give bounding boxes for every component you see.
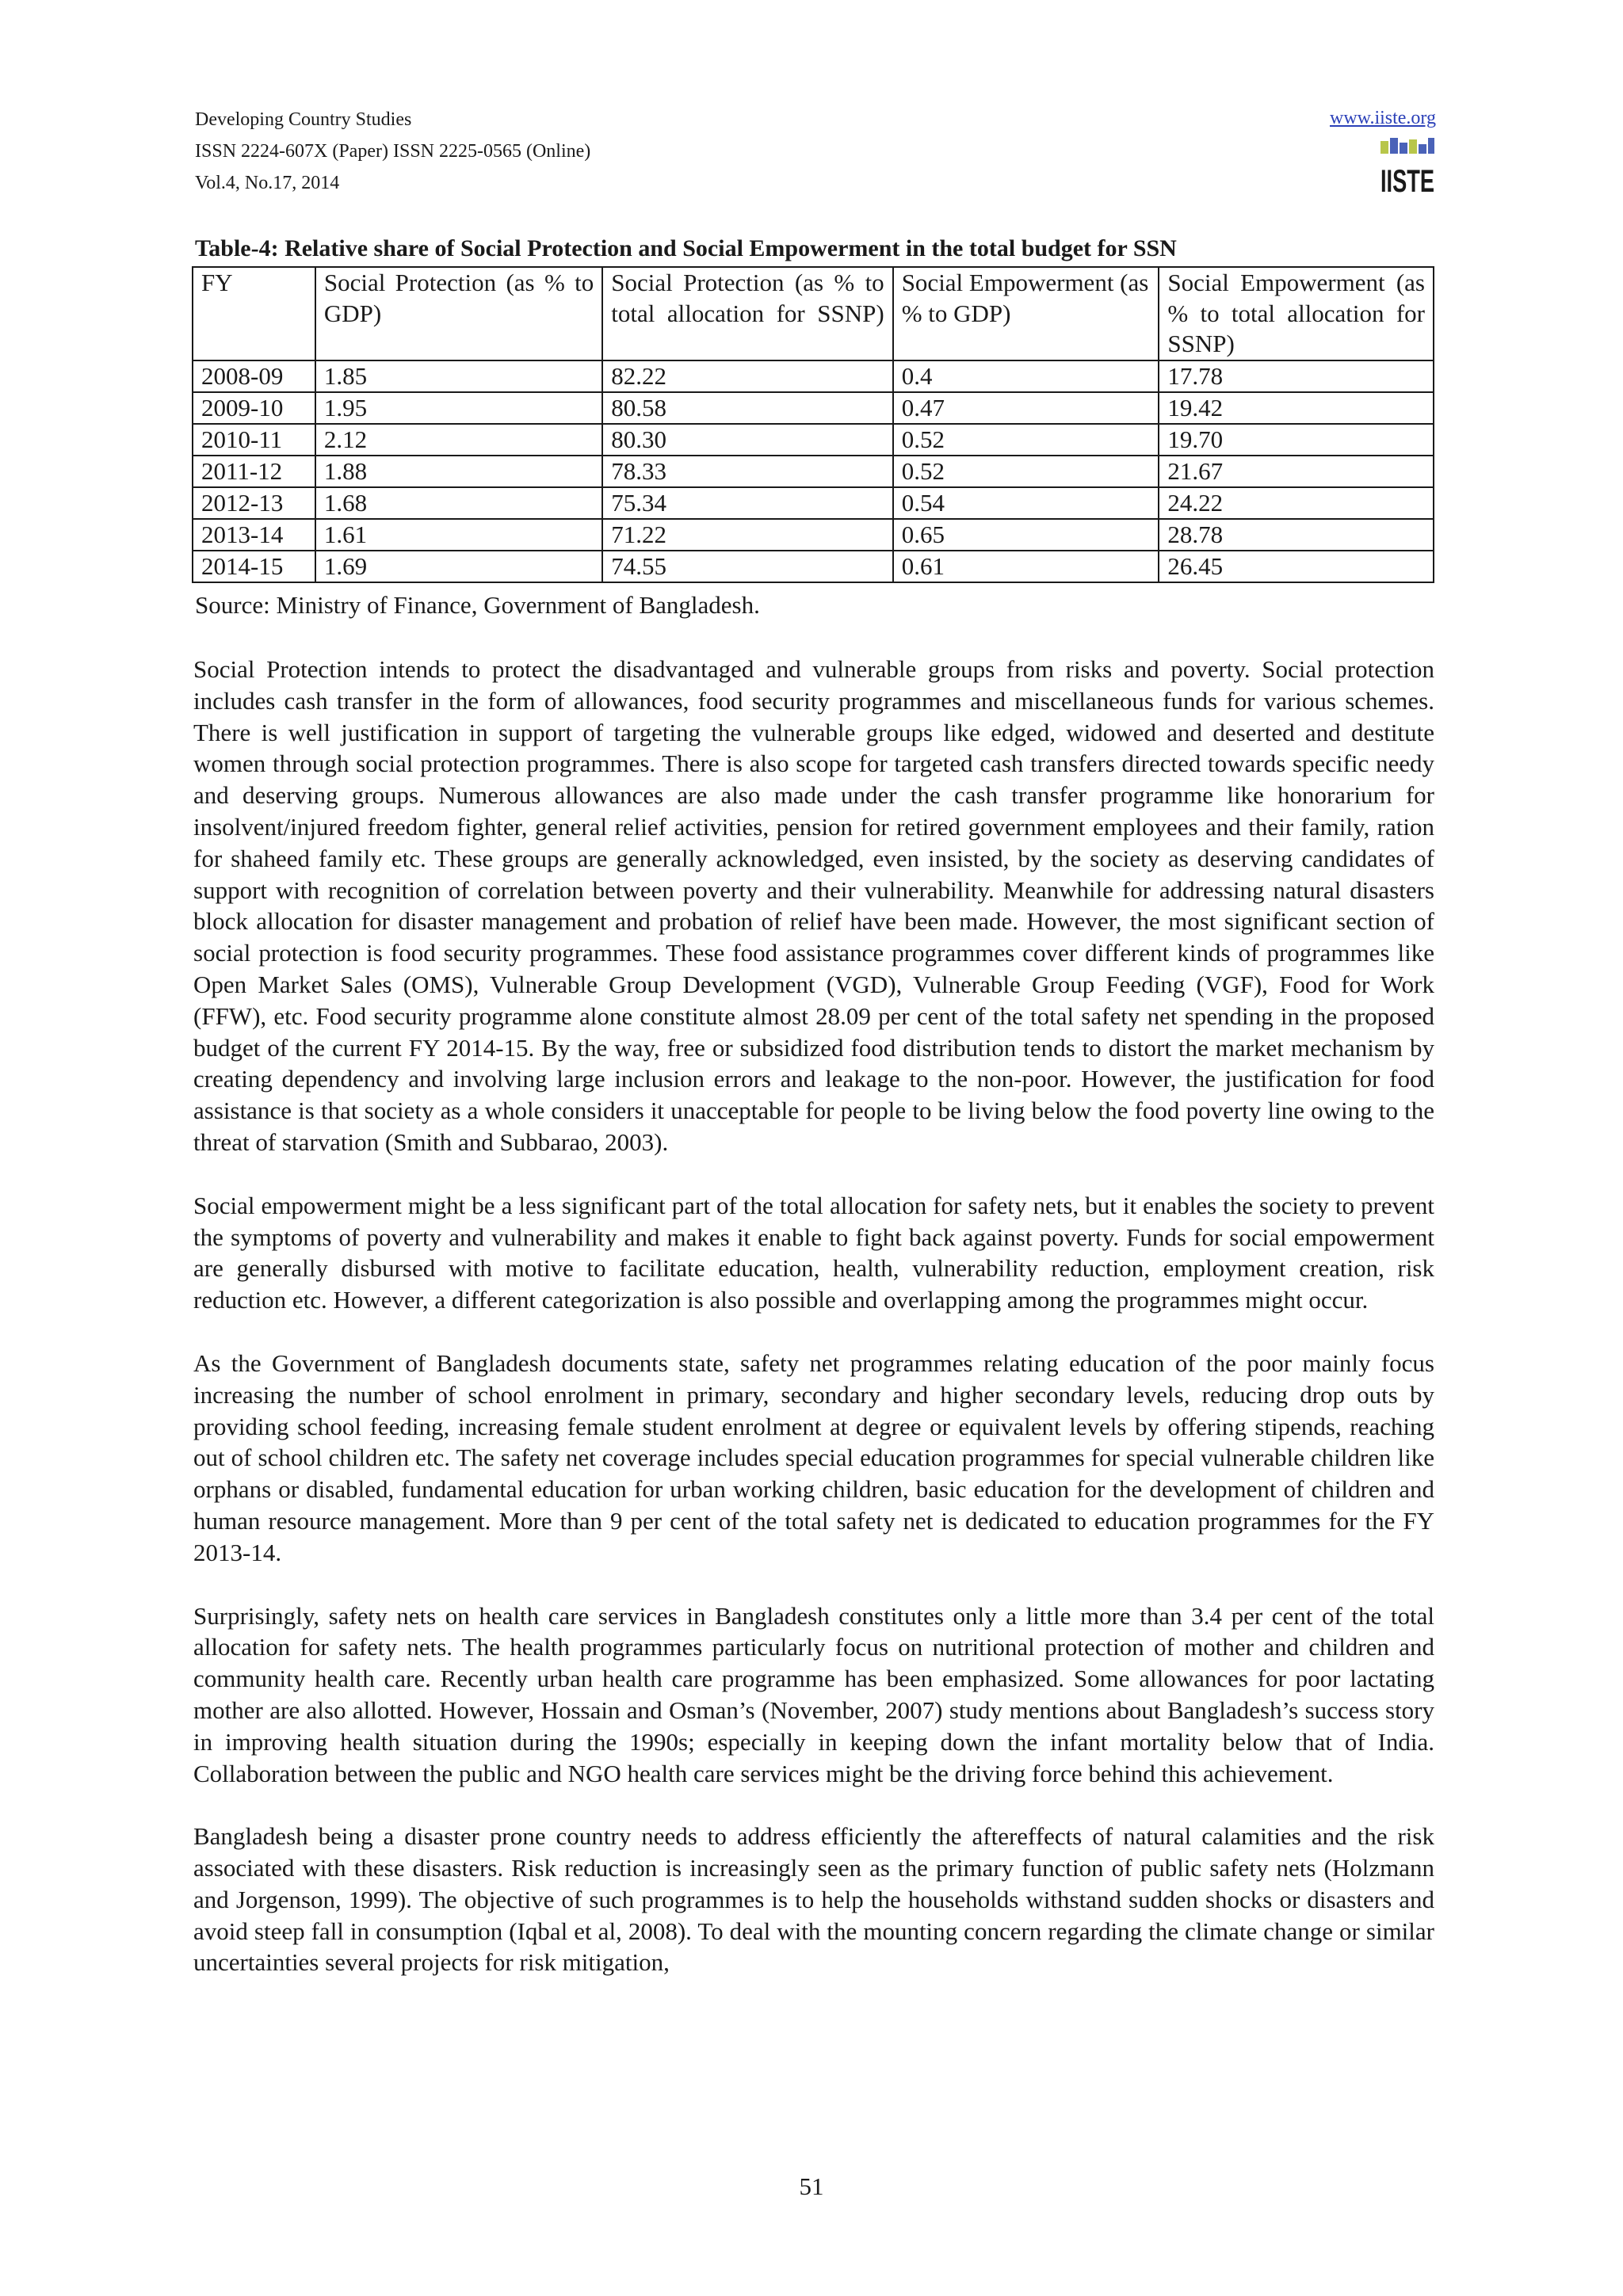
table-cell: 1.69	[315, 551, 602, 582]
table-cell: 80.58	[602, 392, 892, 424]
paragraph-education: As the Government of Bangladesh documents state, safety net programmes relating education of the poor mainly focus increasing the number of school enrolment in primary, secondary and higher secondary levels, reducing drop outs by providing school feeding, increasing female student enrolment at degree or equivalent levels by offering stipends, reaching out of school children etc. The safety net coverage includes special education programmes for special vulnerable children like orphans or disabled, fundamental education for urban working children, basic education for the development of children and human resource management. More than 9 per cent of the total safety net is dedicated to education programmes for the FY 2013-14.	[193, 1348, 1434, 1566]
column-header: Social Protection (as % to GDP)	[315, 267, 602, 360]
table-row	[193, 487, 1434, 519]
table-row	[193, 519, 1434, 551]
body-text	[193, 654, 1434, 2010]
table-row	[193, 360, 1434, 392]
table-cell: 82.22	[602, 360, 892, 392]
table-cell: 2010-11	[193, 424, 315, 456]
table-cell: 28.78	[1159, 519, 1434, 551]
page-number: 51	[799, 2172, 824, 2200]
journal-url-link[interactable]: www.iiste.org	[1330, 108, 1436, 128]
paragraph-social-protection: Social Protection intends to protect the disadvantaged and vulnerable groups from risks and poverty. Social protection includes cash transfer in the form of allowances, food security programmes and miscellaneous funds for various schemes. There is well justification in support of targeting the vulnerable groups like edged, widowed and deserted and destitute women through social protection programmes. There is also scope for targeted cash transfers directed towards specific needy and deserving groups. Numerous allowances are also made under the cash transfer programme like honorarium for insolvent/injured freedom fighter, general relief activities, pension for retired government employees and their family, ration for shaheed family etc. These groups are generally acknowledged, even insisted, by the society as deserving candidates of support with recognition of correlation between poverty and their vulnerability. Meanwhile for addressing natural disasters block allocation for disaster management and probation of relief have been made. However, the most significant section of social protection is food security programmes. These food assistance programmes cover different kinds of programmes like Open Market Sales (OMS), Vulnerable Group Development (VGD), Vulnerable Group Feeding (VGF), Food for Work (FFW), etc. Food security programme alone constitute almost 28.09 per cent of the total safety net spending in the proposed budget of the current FY 2014-15. By the way, free or subsidized food distribution tends to distort the market mechanism by creating dependency and involving large inclusion errors and leakage to the non-poor. However, the justification for food assistance is that society as a whole considers it unacceptable for people to be living below the food poverty line owing to the threat of starvation (Smith and Subbarao, 2003).	[193, 655, 1434, 1156]
logo-text: IISTE	[1381, 164, 1434, 199]
column-header: Social Protection (as % to total allocation for SSNP)	[602, 267, 892, 360]
table-row	[193, 392, 1434, 424]
table-row	[193, 551, 1434, 582]
column-header: Social Empowerment (as % to total allocation for SSNP)	[1159, 267, 1434, 360]
paragraph-health: Surprisingly, safety nets on health care services in Bangladesh constitutes only a little more than 3.4 per cent of the total allocation for safety nets. The health programmes particularly focus on nutritional protection of mother and children and community health care. Recently urban health care programme has been emphasized. Some allowances for poor lactating mother are also allotted. However, Hossain and Osman’s (November, 2007) study mentions about Bangladesh’s success story in improving health situation during the 1990s; especially in keeping down the infant mortality below that of India. Collaboration between the public and NGO health care services might be the driving force behind this achievement.	[193, 1601, 1434, 1787]
table-row	[193, 424, 1434, 456]
table-cell: 2014-15	[193, 551, 315, 582]
table-cell: 1.85	[315, 360, 602, 392]
table-cell: 1.95	[315, 392, 602, 424]
table-cell: 78.33	[602, 456, 892, 487]
table-cell: 80.30	[602, 424, 892, 456]
table-cell: 74.55	[602, 551, 892, 582]
table-cell: 2013-14	[193, 519, 315, 551]
table-cell: 2009-10	[193, 392, 315, 424]
table-cell: 19.70	[1159, 424, 1434, 456]
table-cell: 1.61	[315, 519, 602, 551]
table-cell: 75.34	[602, 487, 892, 519]
volume-line: Vol.4, No.17, 2014	[195, 173, 340, 193]
table-cell: 17.78	[1159, 360, 1434, 392]
table-cell: 1.88	[315, 456, 602, 487]
table-source: Source: Ministry of Finance, Government of Bangladesh.	[195, 591, 760, 619]
table-cell: 0.47	[893, 392, 1159, 424]
table-cell: 0.52	[893, 424, 1159, 456]
table-cell: 1.68	[315, 487, 602, 519]
journal-name: Developing Country Studies	[195, 109, 412, 130]
iiste-logo-icon	[1379, 136, 1436, 199]
table-cell: 71.22	[602, 519, 892, 551]
table-cell: 24.22	[1159, 487, 1434, 519]
table-cell: 21.67	[1159, 456, 1434, 487]
table-cell: 19.42	[1159, 392, 1434, 424]
column-header: Social Empowerment (as % to GDP)	[893, 267, 1159, 360]
table-cell: 0.4	[893, 360, 1159, 392]
table-cell: 26.45	[1159, 551, 1434, 582]
issn-line: ISSN 2224-607X (Paper) ISSN 2225-0565 (Online)	[195, 141, 591, 162]
paragraph-risk-reduction: Bangladesh being a disaster prone country needs to address efficiently the aftereffects of natural calamities and the risk associated with these disasters. Risk reduction is increasingly seen as the primary function of public safety nets (Holzmann and Jorgenson, 1999). The objective of such programmes is to help the households withstand sudden shocks or disasters and avoid steep fall in consumption (Iqbal et al, 2008). To deal with the mounting concern regarding the climate change or similar uncertainties several projects for risk mitigation,	[193, 1822, 1434, 1977]
table-cell: 2008-09	[193, 360, 315, 392]
column-header: FY	[193, 267, 315, 360]
table-cell: 2011-12	[193, 456, 315, 487]
paragraph-social-empowerment: Social empowerment might be a less significant part of the total allocation for safety nets, but it enables the society to prevent the symptoms of poverty and vulnerability and makes it enable to fight back against poverty. Funds for social empowerment are generally disbursed with motive to facilitate education, health, vulnerability reduction, employment creation, risk reduction etc. However, a different categorization is also possible and overlapping among the programmes might occur.	[193, 1191, 1434, 1314]
table-cell: 0.52	[893, 456, 1159, 487]
table-cell: 2.12	[315, 424, 602, 456]
table-cell: 0.65	[893, 519, 1159, 551]
table-title: Table-4: Relative share of Social Protection and Social Empowerment in the total budget for SSN	[195, 235, 1177, 261]
table-row	[193, 456, 1434, 487]
table-cell: 0.61	[893, 551, 1159, 582]
budget-share-table	[192, 266, 1434, 583]
table-cell: 2012-13	[193, 487, 315, 519]
table-cell: 0.54	[893, 487, 1159, 519]
table-header-row	[193, 267, 1434, 360]
